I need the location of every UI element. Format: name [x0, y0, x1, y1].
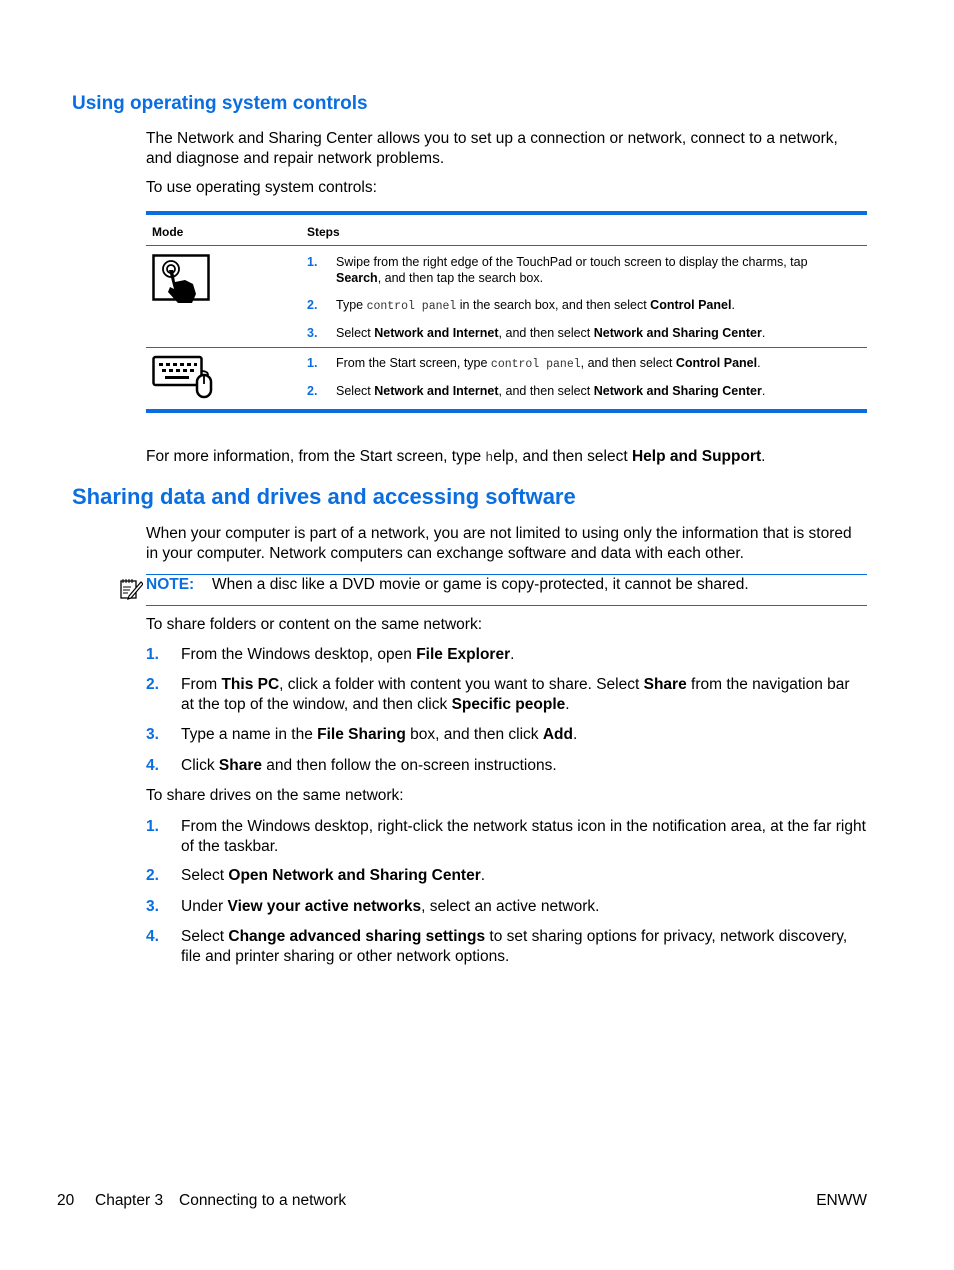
sharing-intro-paragraph: When your computer is part of a network, you are not limited to using only the information that is stored in your computer. Network computers can exchange software and data with each other.	[146, 525, 852, 562]
step-number: 3.	[307, 326, 318, 340]
bold-text: Specific people	[451, 695, 566, 713]
section-heading-sharing: Sharing data and drives and accessing software	[72, 484, 576, 509]
table-row-keyboard	[146, 348, 867, 409]
step-text: .	[761, 326, 766, 340]
text: .	[761, 448, 766, 465]
step-text: , and then select	[498, 326, 594, 340]
text: From the Windows desktop, right-click the network status icon in the notification area, at the far right of the taskbar.	[181, 818, 866, 855]
list-number: 1.	[146, 818, 159, 835]
text: and then follow the on-screen instructions.	[261, 757, 557, 774]
step-bold: Network and Internet	[374, 384, 499, 398]
col-steps-header: Steps	[307, 225, 340, 239]
step-number: 1.	[307, 356, 318, 370]
step-text: .	[731, 298, 735, 312]
step-text: in the search box, and then select	[456, 298, 651, 312]
step-text: Type	[336, 298, 367, 312]
note-label: NOTE:	[146, 576, 195, 593]
bold-text: File Explorer	[416, 646, 511, 663]
folders-lead: To share folders or content on the same network:	[146, 616, 483, 633]
step-number: 2.	[307, 384, 318, 398]
text: .	[480, 867, 486, 884]
step-text: From the Start screen, type	[336, 356, 491, 370]
step-number: 1.	[307, 255, 318, 269]
touch-screen-icon	[152, 254, 212, 311]
note-box	[146, 574, 867, 606]
step-bold: Search	[336, 271, 378, 285]
step-text: Select	[336, 384, 375, 398]
text: Select	[181, 867, 229, 884]
step-bold: Control Panel	[675, 356, 758, 370]
text: .	[573, 726, 578, 743]
list-number: 2.	[146, 676, 159, 693]
list-number: 1.	[146, 646, 159, 663]
step-code: control panel	[490, 358, 581, 371]
step-bold: Network and Sharing Center	[593, 384, 762, 398]
step-number: 2.	[307, 298, 318, 312]
drives-lead: To share drives on the same network:	[146, 787, 404, 804]
step-text: .	[761, 384, 766, 398]
controls-table	[146, 211, 867, 413]
bold-text: Change advanced sharing settings	[228, 928, 486, 945]
step-text: , and then select	[580, 356, 676, 370]
text: Type a name in the	[181, 726, 318, 743]
keyboard-mouse-icon	[152, 355, 214, 406]
list-number: 3.	[146, 898, 159, 915]
text: , click a folder with content you want to share. Select	[279, 676, 644, 693]
bold-text: Share	[218, 757, 262, 774]
step-text: .	[757, 356, 761, 370]
inline-code: h	[485, 450, 494, 465]
step-text: Select	[336, 326, 375, 340]
note-text: When a disc like a DVD movie or game is copy-protected, it cannot be shared.	[212, 576, 749, 593]
bold-text: Share	[643, 676, 687, 693]
text: Click	[181, 757, 219, 774]
table-bottom-rule	[146, 409, 867, 413]
text: From	[181, 676, 222, 693]
bold-text: Help and Support	[631, 448, 762, 465]
bold-text: Open Network and Sharing Center	[228, 867, 481, 884]
text: to set sharing options for privacy, network discovery, file and printer sharing or other network options.	[181, 928, 848, 965]
list-number: 4.	[146, 928, 159, 945]
step-text: , and then tap the search box.	[377, 271, 544, 285]
table-header	[146, 215, 867, 245]
more-info-paragraph	[146, 447, 866, 468]
intro-paragraph: The Network and Sharing Center allows you to set up a connection or network, connect to a network, and diagnose and repair network problems.	[146, 130, 838, 167]
text: Select	[181, 928, 229, 945]
list-number: 4.	[146, 757, 159, 774]
footer-chapter: Chapter 3	[95, 1192, 164, 1209]
text: Under	[181, 898, 228, 915]
text: , select an active network.	[421, 898, 600, 915]
step-code: control panel	[366, 300, 457, 313]
step-bold: Control Panel	[650, 298, 732, 312]
text: For more information, from the Start screen, type	[146, 448, 486, 465]
bold-text: File Sharing	[317, 726, 406, 743]
footer-chapter-title: Connecting to a network	[179, 1192, 347, 1209]
page-number: 20	[57, 1192, 75, 1209]
footer-code: ENWW	[816, 1192, 867, 1209]
step-bold: Network and Internet	[374, 326, 499, 340]
step-text: , and then select	[498, 384, 594, 398]
note-icon	[119, 576, 143, 605]
text: elp, and then select	[493, 448, 632, 465]
text: box, and then click	[405, 726, 543, 743]
bold-text: View your active networks	[227, 898, 422, 915]
step-text: Swipe from the right edge of the TouchPad or touch screen to display the charms, tap	[336, 255, 808, 269]
text: from the navigation bar at the top of the window, and then click	[181, 676, 850, 713]
section-heading-os-controls: Using operating system controls	[72, 93, 368, 114]
list-number: 3.	[146, 726, 159, 743]
text: .	[510, 646, 515, 663]
col-mode-header: Mode	[152, 225, 184, 239]
step-bold: Network and Sharing Center	[593, 326, 762, 340]
list-number: 2.	[146, 867, 159, 884]
text: From the Windows desktop, open	[181, 646, 417, 663]
text: .	[565, 695, 570, 713]
bold-text: Add	[542, 726, 573, 743]
table-row-touch	[146, 246, 867, 347]
bold-text: This PC	[221, 676, 280, 693]
lead-paragraph: To use operating system controls:	[146, 179, 377, 196]
